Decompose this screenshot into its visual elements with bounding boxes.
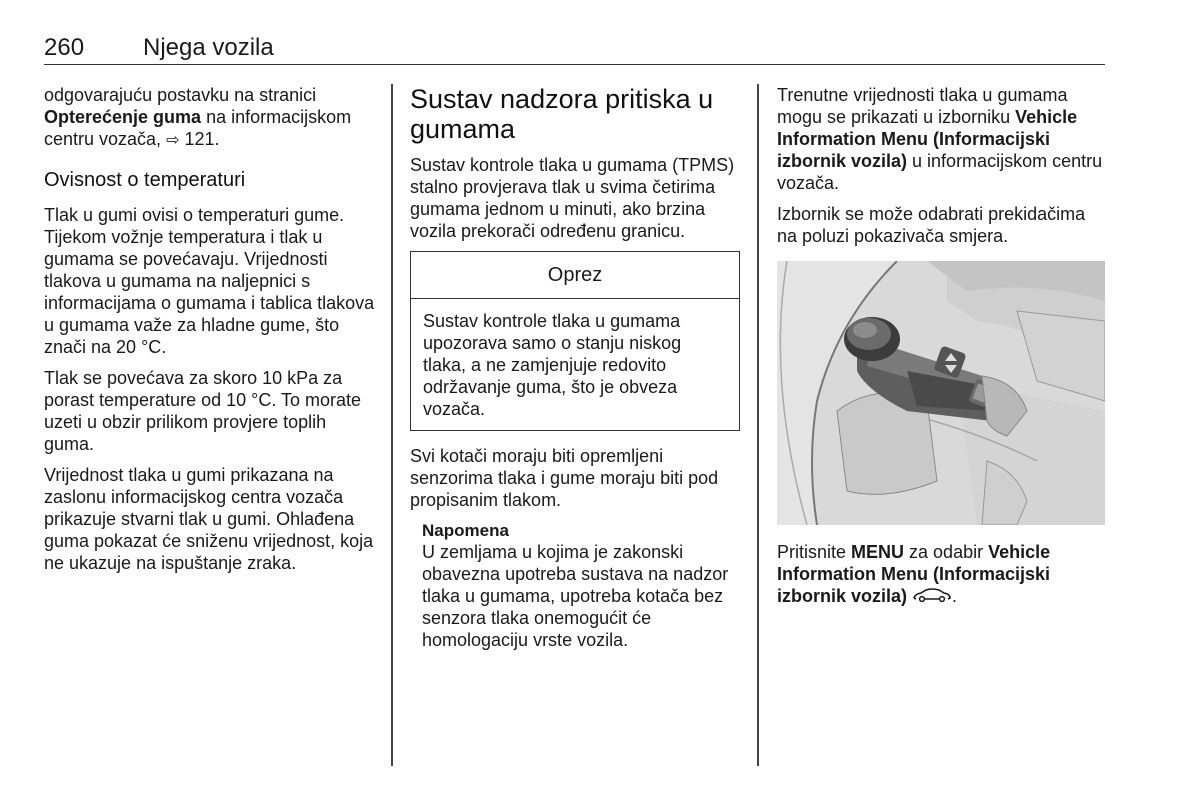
caution-body: Sustav kontrole tlaka u gumama upozorava samo o stanju niskog tlaka, a ne zamjenjuje redovito održavanje guma, što je obveza vozača. — [423, 311, 682, 419]
column-middle — [410, 84, 740, 651]
caution-box — [410, 251, 740, 431]
paragraph — [777, 541, 1107, 608]
section-subheading: Ovisnost o temperaturi — [44, 169, 246, 191]
lever-illustration-svg — [777, 261, 1105, 525]
page-reference[interactable]: 121. — [179, 129, 220, 149]
page-number: 260 — [44, 34, 85, 61]
turn-signal-lever-illustration — [777, 261, 1105, 525]
chapter-title: Njega vozila — [143, 34, 274, 61]
section-heading: Sustav nadzora pritiska u gumama — [410, 84, 714, 144]
paragraph: Izbornik se može odabrati prekidačima na poluzi pokazivača smjera. — [777, 204, 1086, 246]
note-title: Napomena — [422, 521, 509, 540]
page-reference-arrow-icon: ⇨ — [166, 132, 180, 149]
bold-term: Vehicle Information Menu (Informacijski izbornik vozila) — [777, 107, 1078, 171]
paragraph: Sustav kontrole tlaka u gumama (TPMS) stalno provjerava tlak u svima četirima gumama jednom u minuti, ako brzina vozila prekorači određenu granicu. — [410, 155, 735, 241]
paragraph: Tlak se povećava za skoro 10 kPa za porast temperature od 10 °C. To morate uzeti u obzir prilikom provjere toplih guma. — [44, 368, 362, 454]
paragraph: Tlak u gumi ovisi o temperaturi gume. Tijekom vožnje temperatura i tlak u gumama se povećavaju. Vrijednosti tlakova u gumama na naljepnici s informacijama o gumama i tablica tlakova u gumama važe za hladne gume, što znači na 20 °C. — [44, 205, 375, 357]
text: odgovarajuću postavku na stranici — [44, 85, 317, 105]
note-body: U zemljama u kojima je zakonski obavezna upotreba sustava na nadzor tlaka u gumama, upotreba kotača bez senzora tlaka onemogućit će homologaciju vrste vozila. — [422, 542, 729, 650]
bold-term: Vehicle Information Menu (Informacijski izbornik vozila) — [777, 542, 1051, 606]
bold-term: Opterećenje guma — [44, 107, 202, 127]
car-icon — [912, 586, 952, 608]
caution-title: Oprez — [411, 252, 739, 299]
page-header — [44, 30, 1105, 65]
text: Trenutne vrijednosti tlaka u gumama mogu se prikazati u izborniku — [777, 85, 1068, 127]
paragraph: Svi kotači moraju biti opremljeni senzorima tlaka i gume moraju biti pod propisanim tlakom. — [410, 446, 719, 510]
column-right — [777, 84, 1107, 617]
menu-button-label: MENU — [851, 542, 905, 562]
column-divider — [757, 84, 759, 766]
text: na informacijskom centru vozača, — [44, 107, 352, 149]
paragraph — [44, 84, 379, 152]
text: za odabir — [904, 542, 989, 562]
text: Pritisnite — [777, 542, 852, 562]
column-divider — [391, 84, 393, 766]
paragraph: Vrijednost tlaka u gumi prikazana na zaslonu informacijskog centra vozača prikazuje stvarni tlak u gumi. Ohlađena guma pokazat će sniženu vrijednost, koja ne ukazuje na ispuštanje zraka. — [44, 465, 374, 573]
text: . — [952, 586, 958, 606]
note-block — [410, 521, 740, 651]
paragraph — [777, 84, 1107, 194]
text: u informacijskom centru vozača. — [777, 151, 1103, 193]
column-left — [44, 84, 379, 583]
